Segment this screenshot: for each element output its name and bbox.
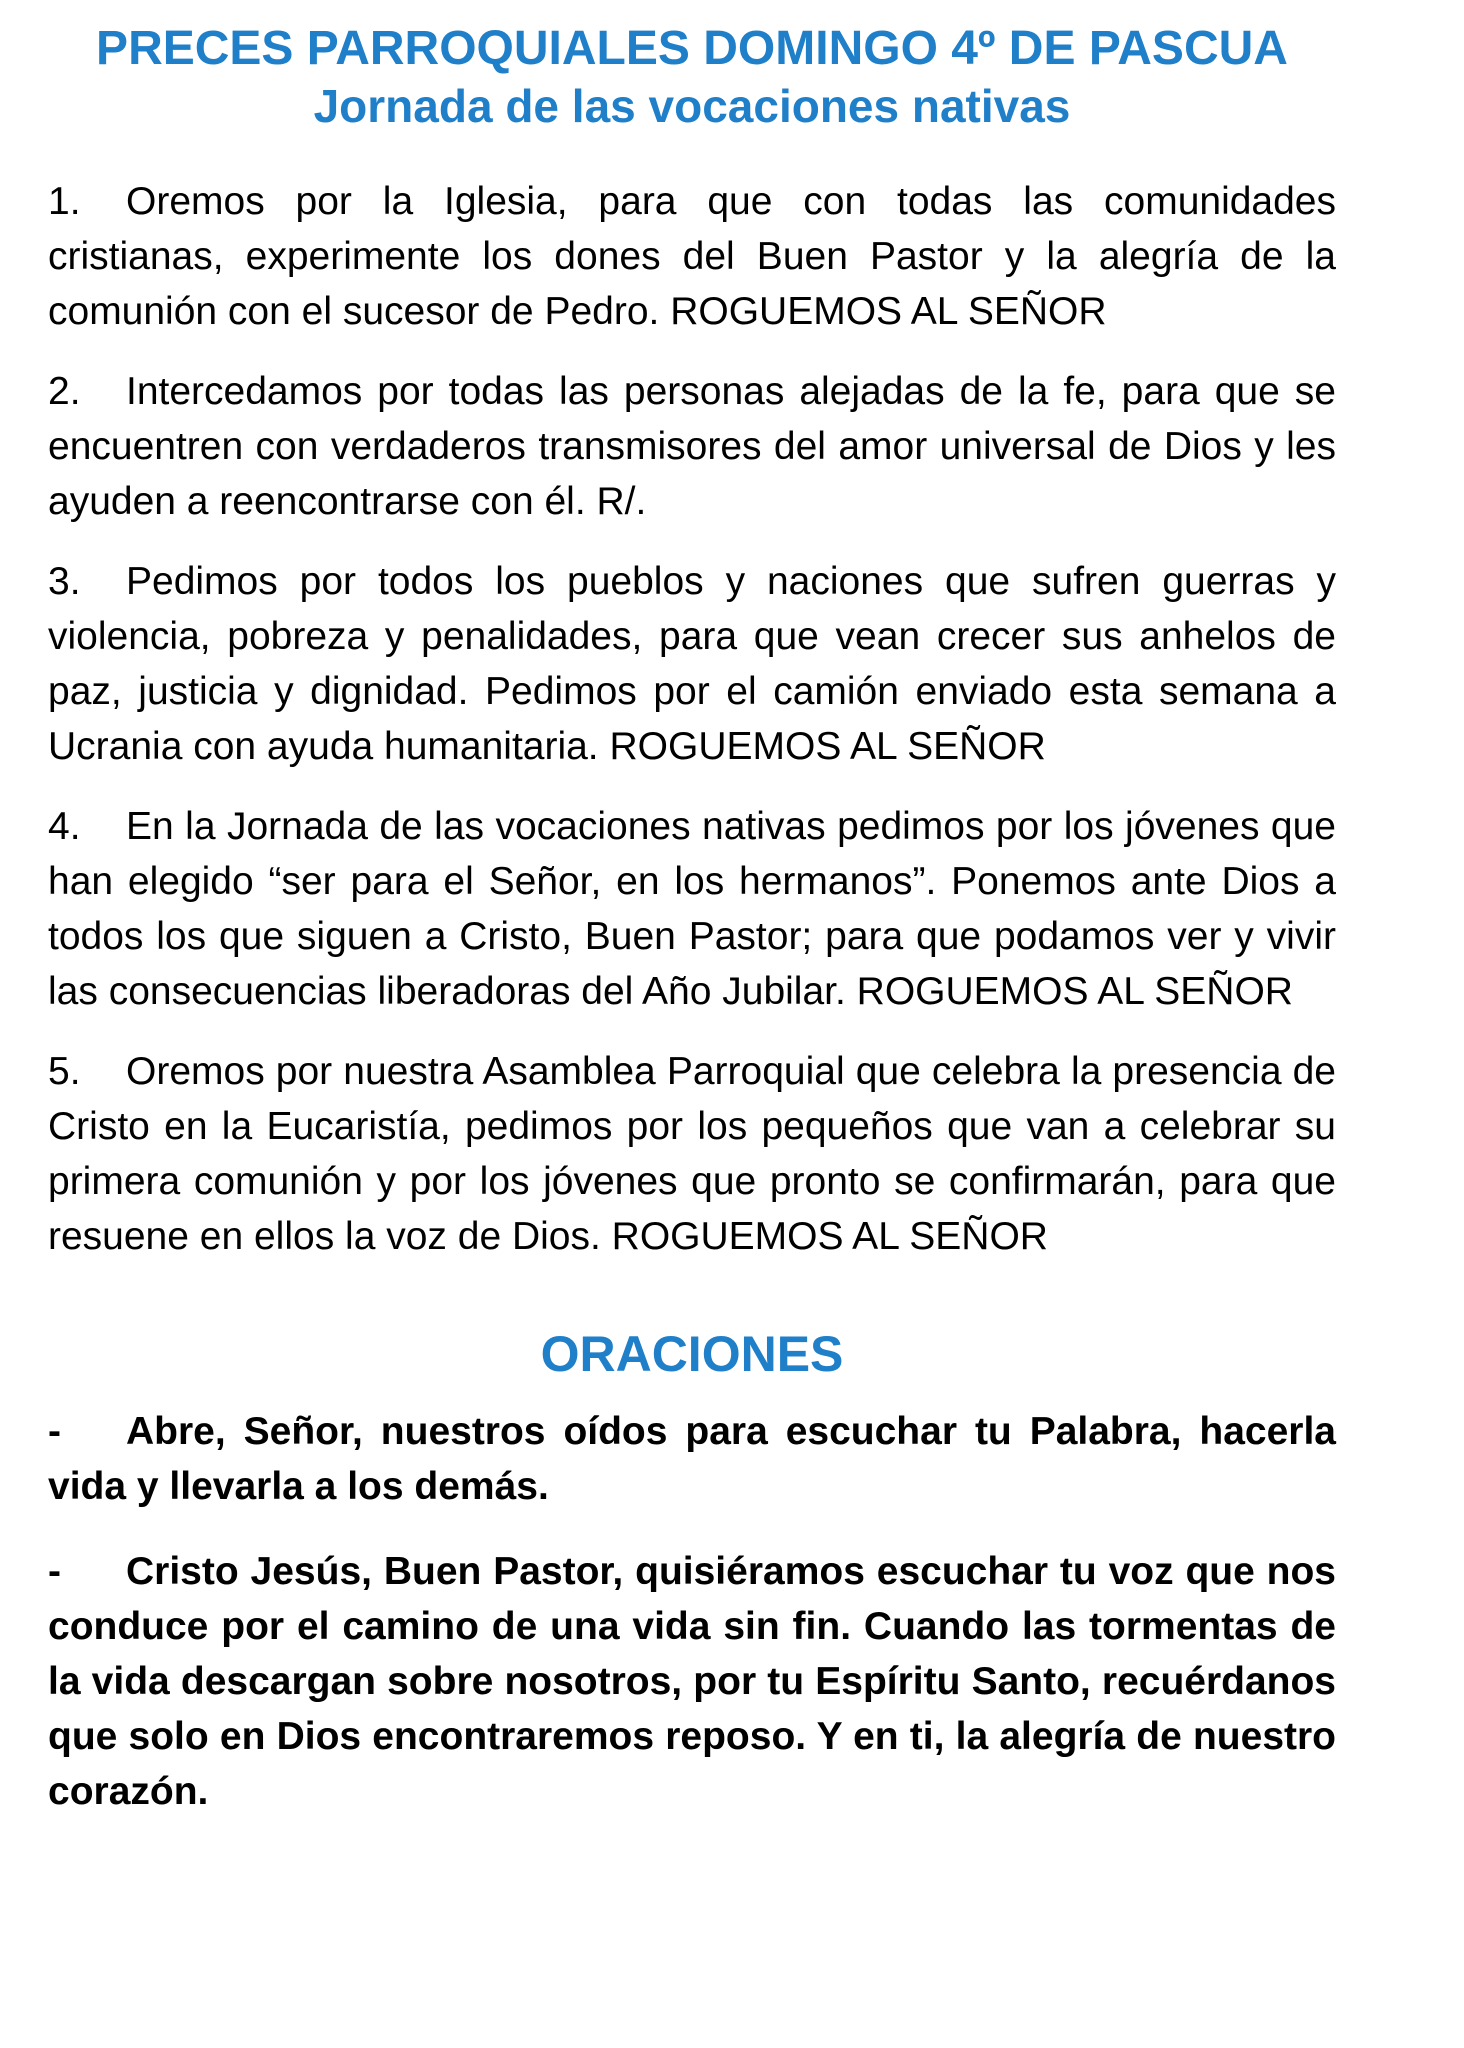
prex-text: Pedimos por todos los pueblos y naciones que sufren guerras y violencia, pobreza y penalidades, para que vean crecer sus anhelos de paz, justicia y dignidad. Pedimos por el camión enviado esta semana a Ucrania con ayuda humanitaria. ROGUEMOS AL SEÑOR [48, 560, 1336, 768]
prex-item-3 [48, 554, 1336, 774]
prex-item-5 [48, 1044, 1336, 1264]
prex-number: 1. [48, 180, 81, 223]
oracion-item-1 [48, 1404, 1336, 1514]
prex-number: 4. [48, 805, 81, 848]
page-title: PRECES PARROQUIALES DOMINGO 4º DE PASCUA [96, 22, 1288, 75]
oracion-text: Abre, Señor, nuestros oídos para escuchar tu Palabra, hacerla vida y llevarla a los demás. [48, 1410, 1336, 1508]
oraciones-list [48, 1404, 1336, 1819]
prex-number: 3. [48, 560, 81, 603]
prex-item-1 [48, 174, 1336, 339]
oracion-dash: - [48, 1550, 61, 1593]
prex-item-4 [48, 799, 1336, 1019]
oracion-dash: - [48, 1410, 61, 1453]
prex-number: 2. [48, 370, 81, 413]
prex-text: Intercedamos por todas las personas alejadas de la fe, para que se encuentren con verdaderos transmisores del amor universal de Dios y les ayuden a reencontrarse con él. R/. [48, 370, 1336, 523]
prex-number: 5. [48, 1050, 81, 1093]
prex-item-2 [48, 364, 1336, 529]
page-subtitle: Jornada de las vocaciones nativas [313, 80, 1071, 132]
oracion-text: Cristo Jesús, Buen Pastor, quisiéramos escuchar tu voz que nos conduce por el camino de una vida sin fin. Cuando las tormentas de la vida descargan sobre nosotros, por tu Espíritu Santo, recuérdanos que solo en Dios encontraremos reposo. Y en ti, la alegría de nuestro corazón. [48, 1550, 1336, 1813]
oracion-item-2 [48, 1544, 1336, 1819]
prex-text: Oremos por nuestra Asamblea Parroquial que celebra la presencia de Cristo en la Eucaristía, pedimos por los pequeños que van a celebrar su primera comunión y por los jóvenes que pronto se confirmarán, para que resuene en ellos la voz de Dios. ROGUEMOS AL SEÑOR [48, 1050, 1336, 1258]
oraciones-heading: ORACIONES [540, 1326, 844, 1382]
prex-text: En la Jornada de las vocaciones nativas pedimos por los jóvenes que han elegido “ser para el Señor, en los hermanos”. Ponemos ante Dios a todos los que siguen a Cristo, Buen Pastor; para que podamos ver y vivir las consecuencias liberadoras del Año Jubilar. ROGUEMOS AL SEÑOR [48, 805, 1336, 1013]
prex-text: Oremos por la Iglesia, para que con todas las comunidades cristianas, experimente los dones del Buen Pastor y la alegría de la comunión con el sucesor de Pedro. ROGUEMOS AL SEÑOR [48, 180, 1336, 333]
preces-list [48, 174, 1336, 1264]
